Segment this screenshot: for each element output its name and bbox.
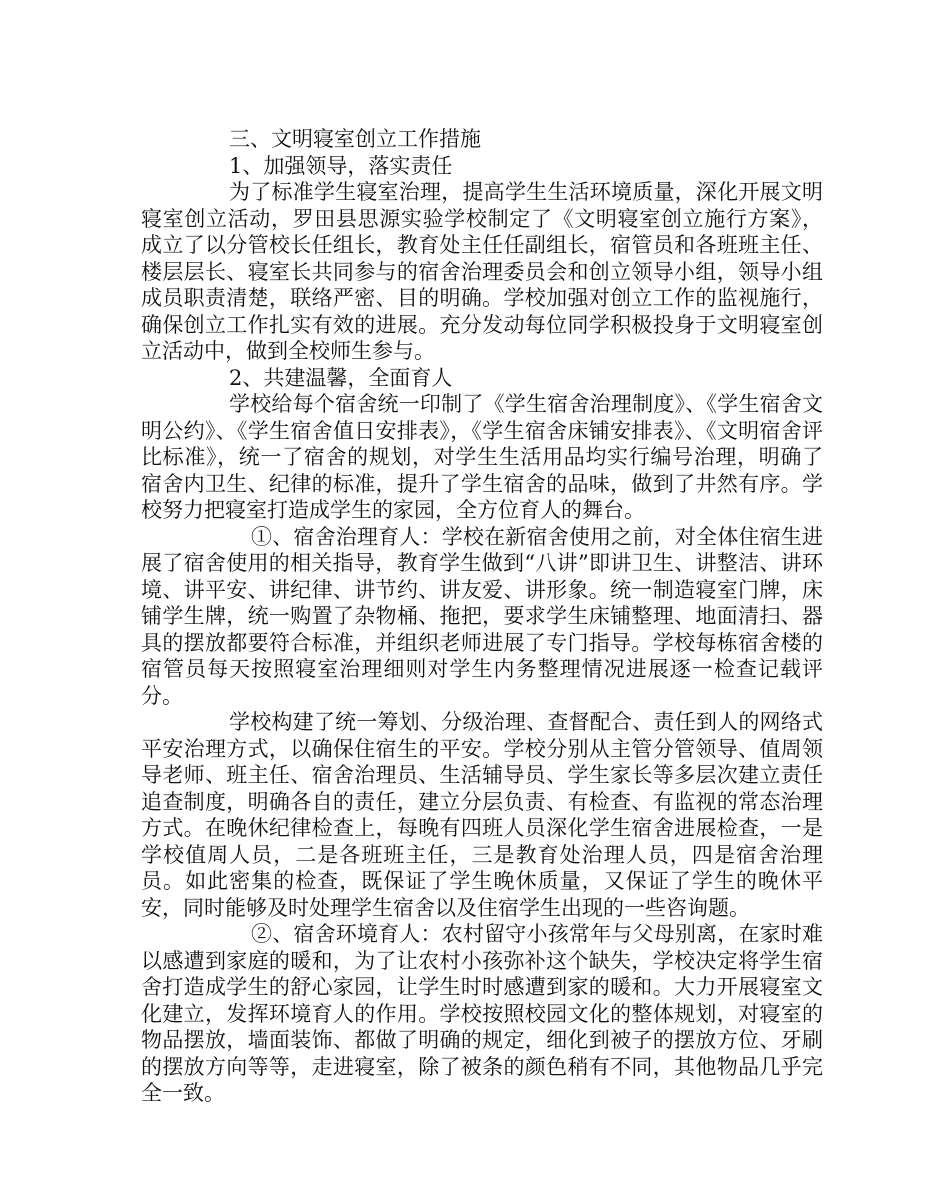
section-title: 三、文明寝室创立工作措施 <box>229 127 481 151</box>
paragraph-5: ②、宿舍环境育人：农村留守小孩常年与父母别离，在家时难以感遭到家庭的暖和，为了让农村小孩弥补这个缺失，学校决定将学生宿舍打造成学生的舒心家园，让学生时时感遭到家的暖和。大力开展寝室文化建立，发挥环境育人的作用。学校按照校园文化的整体规划，对寝室的物品摆放，墙面装饰、都做了明确的规定，细化到被子的摆放方位、牙刷的摆放方向等等，走进寝室，除了被条的颜色稍有不同，其他物品几乎完全一致。 <box>141 922 823 1105</box>
paragraph-2: 学校给每个宿舍统一印制了《学生宿舍治理制度》、《学生宿舍文明公约》、《学生宿舍值日安排表》，《学生宿舍床铺安排表》、《文明宿舍评比标准》，统一了宿舍的规划，对学生生活用品均实行编号治理，明确了宿舍内卫生、纪律的标准，提升了学生宿舍的品味，做到了井然有序。学校努力把寝室打造成学生的家园，全方位育人的舞台。 <box>141 392 823 522</box>
paragraph-3: ①、宿舍治理育人：学校在新宿舍使用之前，对全体住宿生进展了宿舍使用的相关指导，教育学生做到“八讲”即讲卫生、讲整洁、讲环境、讲平安、讲纪律、讲节约、讲友爱、讲形象。统一制造寝室门牌，床铺学生牌，统一购置了杂物桶、拖把，要求学生床铺整理、地面清扫、器具的摆放都要符合标准，并组织老师进展了专门指导。学校每栋宿舍楼的宿管员每天按照寝室治理细则对学生内务整理情况进展逐一检查记载评分。 <box>141 524 823 708</box>
paragraph-4: 学校构建了统一筹划、分级治理、查督配合、责任到人的网络式平安治理方式，以确保住宿生的平安。学校分别从主管分管领导、值周领导老师、班主任、宿舍治理员、生活辅导员、学生家长等多层次建立责任追查制度，明确各自的责任，建立分层负责、有检查、有监视的常态治理方式。在晚休纪律检查上，每晚有四班人员深化学生宿舍进展检查，一是学校值周人员，二是各班班主任，三是教育处治理人员，四是宿舍治理员。如此密集的检查，既保证了学生晚休质量，又保证了学生的晚休平安，同时能够及时处理学生宿舍以及住宿学生出现的一些咨询题。 <box>141 710 823 920</box>
document-body <box>141 126 823 1107</box>
paragraph-1: 为了标准学生寝室治理，提高学生生活环境质量，深化开展文明寝室创立活动，罗田县思源实验学校制定了《文明寝室创立施行方案》，成立了以分管校长任组长，教育处主任任副组长，宿管员和各班班主任、楼层层长、寝室长共同参与的宿舍治理委员会和创立领导小组，领导小组成员职责清楚，联络严密、目的明确。学校加强对创立工作的监视施行，确保创立工作扎实有效的进展。充分发动每位同学积极投身于文明寝室创立活动中，做到全校师生参与。 <box>141 180 823 363</box>
subsection-title-2: 2、共建温馨，全面育人 <box>229 365 453 390</box>
subsection-title-1: 1、加强领导，落实责任 <box>229 153 453 178</box>
